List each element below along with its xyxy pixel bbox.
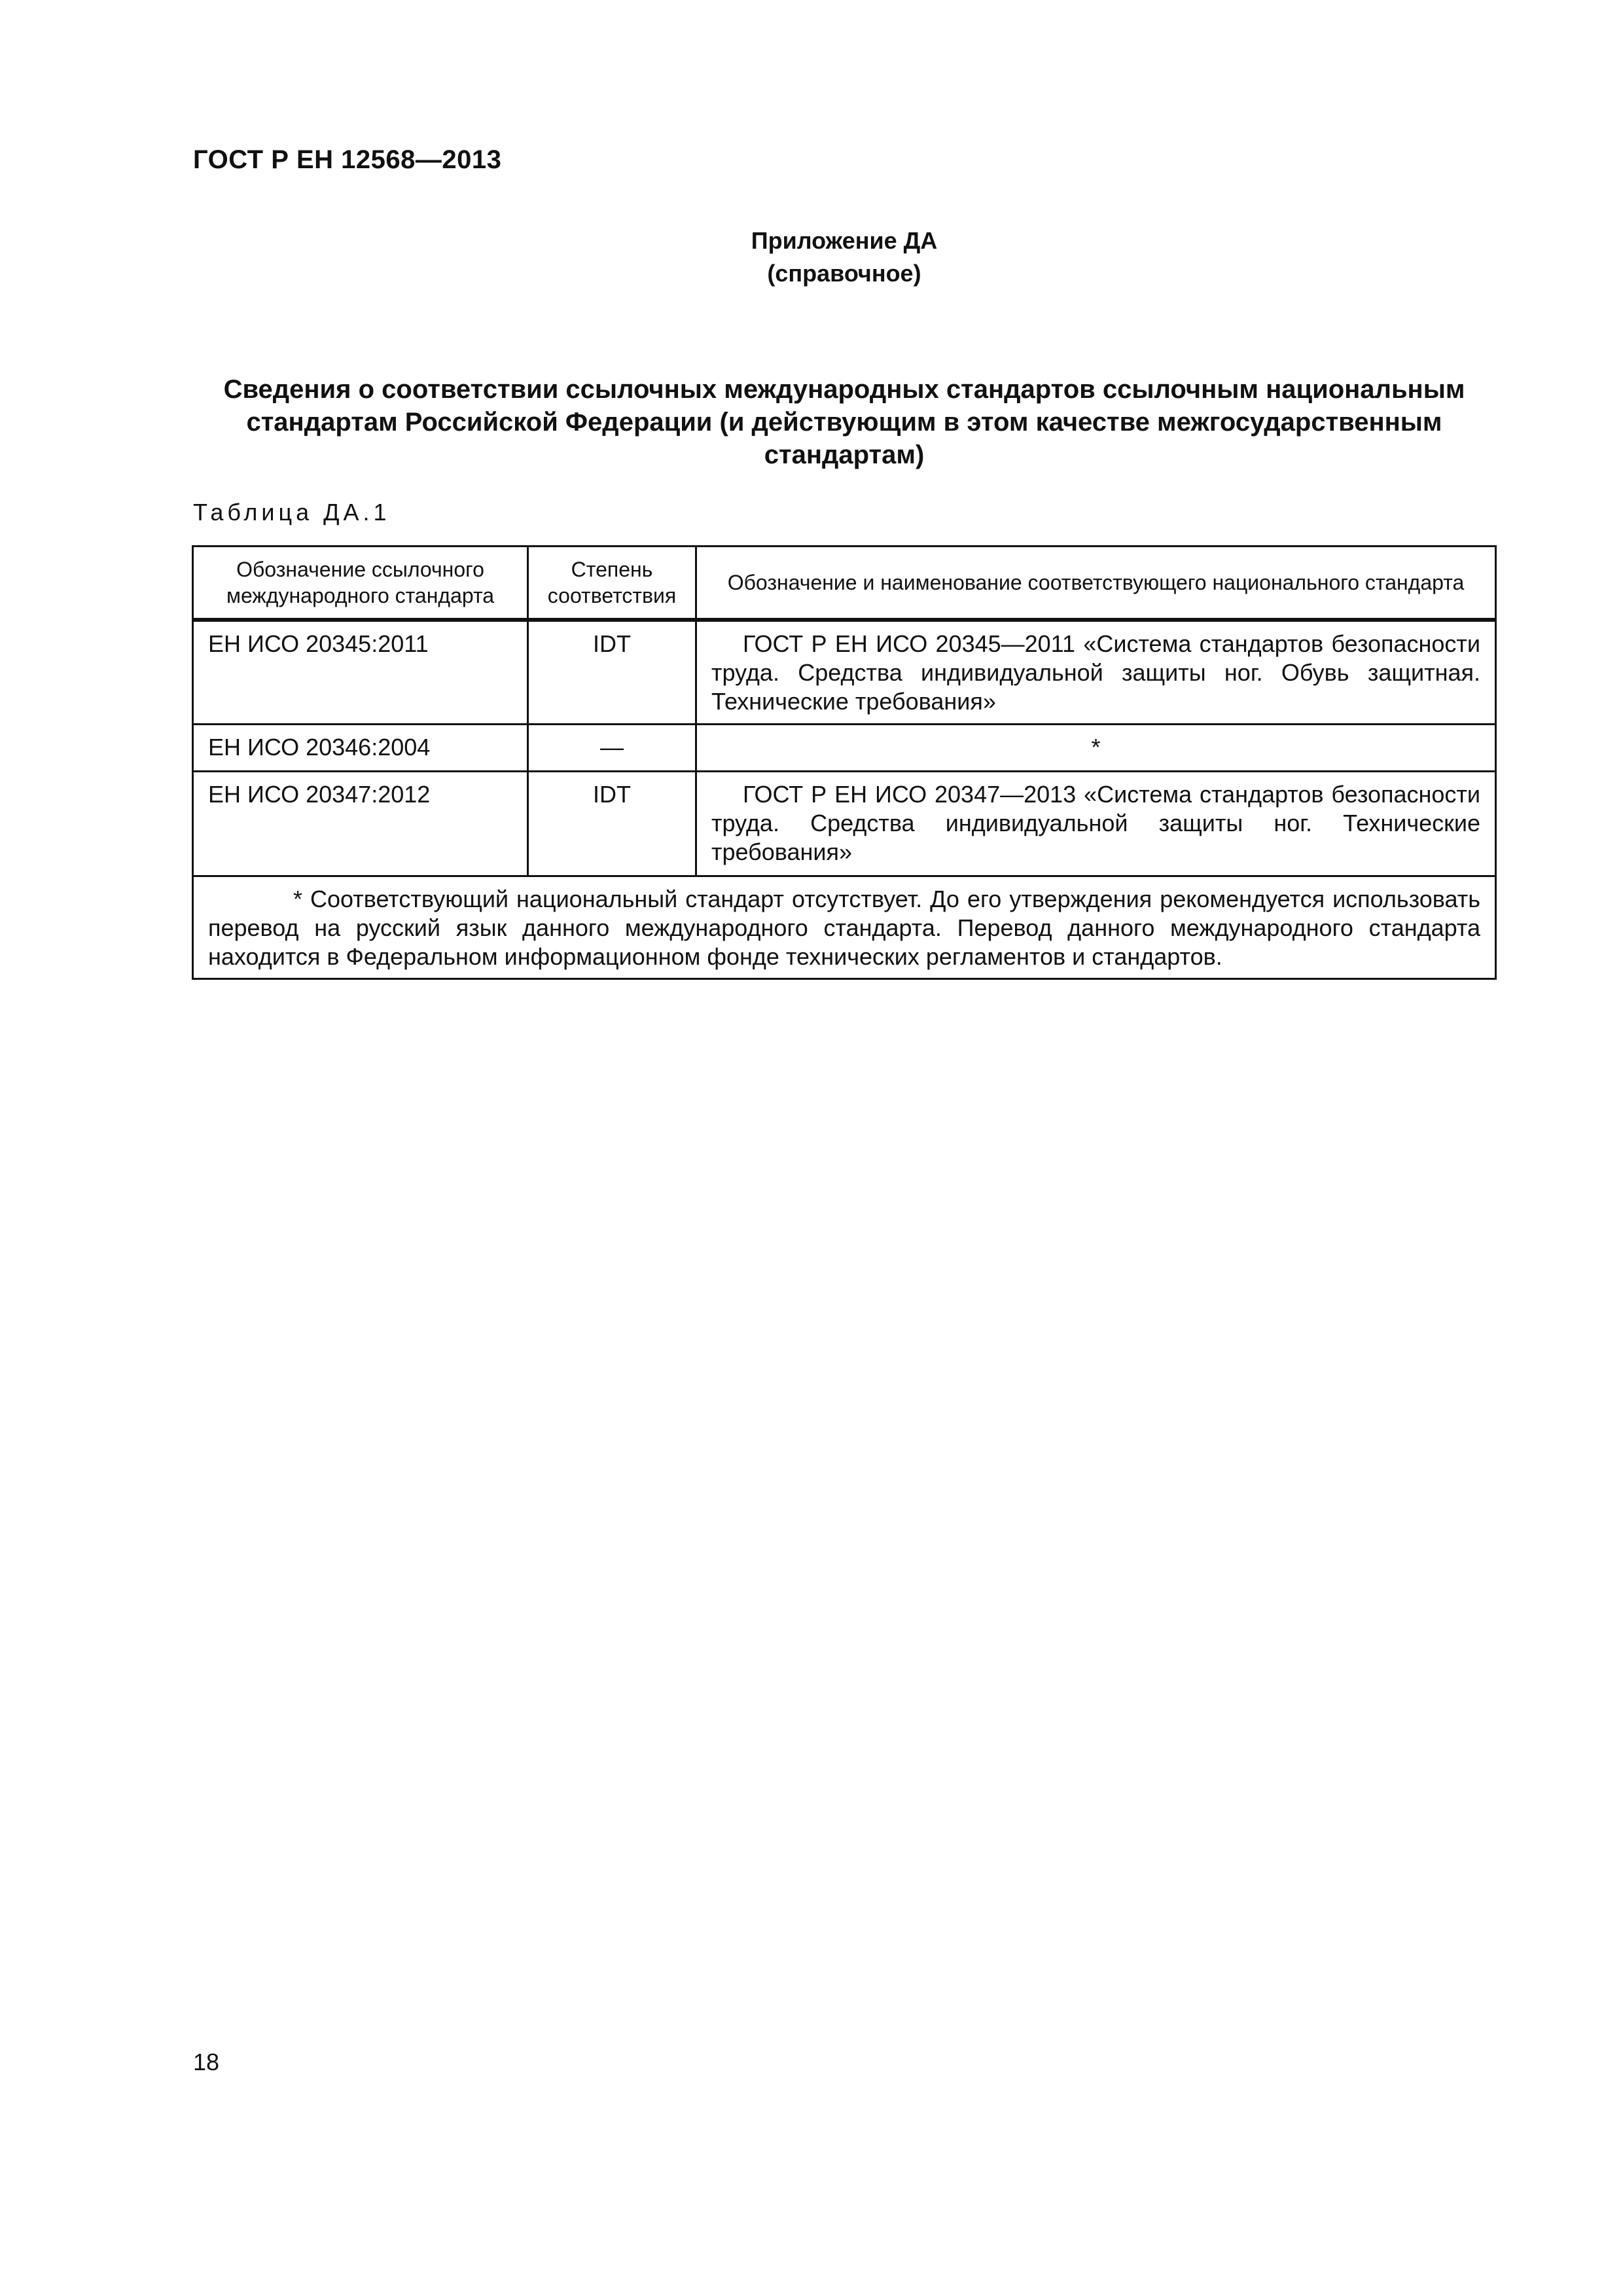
cell-degree: IDT [528,620,696,725]
cell-degree: — [528,725,696,772]
table-header-row [193,547,1496,620]
page-number: 18 [193,2049,220,2075]
cell-degree: IDT [528,772,696,876]
cell-intl-standard: ЕН ИСО 20347:2012 [193,772,528,876]
annex-title: Приложение ДА [751,227,938,254]
header-intl-standard: Обозначение ссылочного международного стандарта [193,547,528,620]
table-row [193,620,1496,725]
cell-national-standard: ГОСТ Р ЕН ИСО 20347—2013 «Система стандартов безопасности труда. Средства индивидуальной защиты ног. Технические требования» [696,772,1496,876]
cell-national-standard: ГОСТ Р ЕН ИСО 20345—2011 «Система стандартов безопасности труда. Средства индивидуальной защиты ног. Обувь защитная. Технические требования» [696,620,1496,725]
cell-intl-standard: ЕН ИСО 20345:2011 [193,620,528,725]
correspondence-table [192,545,1497,980]
table-row [193,725,1496,772]
annex-kind: (справочное) [767,260,921,287]
cell-intl-standard: ЕН ИСО 20346:2004 [193,725,528,772]
table-row [193,772,1496,876]
document-code: ГОСТ Р ЕН 12568—2013 [193,145,502,174]
table-footnote-row [193,876,1496,979]
table-caption: Таблица ДА.1 [193,499,391,526]
table-footnote: * Соответствующий национальный стандарт отсутствует. До его утверждения рекомендуется использовать перевод на русский язык данного международного стандарта. Перевод данного международного стандарта находится в Федеральном информационном фонде технических регламентов и стандартов. [193,876,1496,979]
section-heading: Сведения о соответствии ссылочных международных стандартов ссылочным национальным стандартам Российской Федерации (и действующим в этом качестве межгосударственным стандартам) [223,375,1465,469]
header-degree: Степень соответствия [528,547,696,620]
cell-national-standard: * [696,725,1496,772]
header-national-standard: Обозначение и наименование соответствующего национального стандарта [696,547,1496,620]
